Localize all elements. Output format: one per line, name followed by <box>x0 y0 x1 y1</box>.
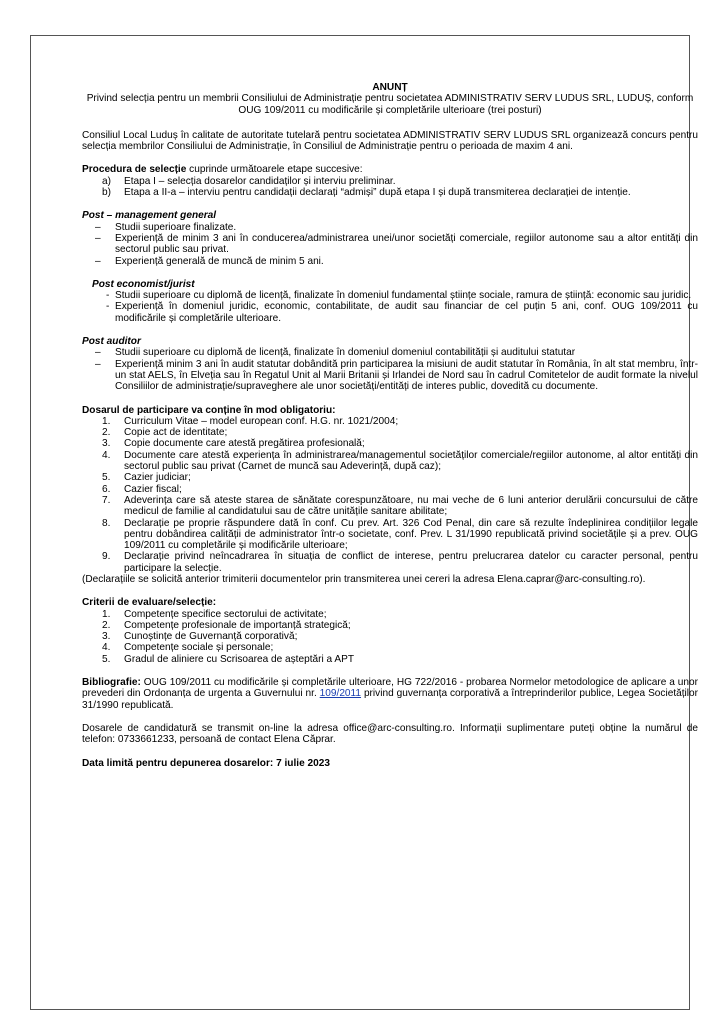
item-number: 2. <box>102 427 111 439</box>
announcement <box>82 82 698 769</box>
criteria-list <box>82 609 698 665</box>
item-text: Adeverința care să ateste starea de sănătate corespunzătoare, nu mai veche de 6 luni anterior derulării concursului de către medicul de familie al candidatului sau de către unitățile sanitare abilitate; <box>124 494 698 518</box>
item-number: 4. <box>102 449 111 461</box>
announcement-title: ANUNȚ <box>372 82 408 93</box>
post-economist-requirements <box>82 290 698 324</box>
item-number: 5. <box>102 472 111 484</box>
list-item <box>82 427 698 438</box>
item-text: Cunoștințe de Guvernanță corporativă; <box>124 631 298 643</box>
requirement-text: Experiență minim 3 ani în audit statutar dobândită prin participarea la misiuni de audit statutar în România, în alt stat membru, într-un stat AELS, în Elveția sau în Regatul Unit al Marii Britanii și Irlandei de Nord sau în cadrul Comitetelor de audit formate la nivelul Consiliilor de administrație/supraveghere ale unor societăți/entități de interes public, dovedită cu documente. <box>115 358 698 393</box>
requirement-text: Experiență de minim 3 ani în conducerea/administrarea unei/unor societăți comerciale, regiilor autonome sau a altor entități din sectorul public sau privat. <box>115 232 698 256</box>
list-item <box>82 495 698 518</box>
dossier-list <box>82 416 698 574</box>
list-item <box>82 416 698 427</box>
procedure-steps <box>82 176 698 199</box>
list-item <box>82 642 698 653</box>
item-text: Declarație privind neîncadrarea în situația de conflict de interese, pentru prelucrarea datelor cu caracter personal, pentru participare la selecție. <box>124 551 698 574</box>
list-item <box>82 654 698 665</box>
list-item <box>82 518 698 552</box>
bullet-marker: – <box>95 232 101 244</box>
step-marker: b) <box>102 187 111 199</box>
list-item <box>82 609 698 620</box>
item-number: 6. <box>102 483 111 495</box>
procedure-text: cuprinde următoarele etape succesive: <box>186 164 363 176</box>
item-text: Declarație pe proprie răspundere dată în conf. Cu prev. Art. 326 Cod Penal, din care să rezulte îndeplinirea condițiilor legale pentru dobândirea calității de administrator într-o societate, conf. Prev. L 31/1990 republicată privind societățile și a prev. OUG 109/2011 cu completările și modificările ulterioare; <box>124 517 698 552</box>
step-text: Etapa a II-a – interviu pentru candidații declarați “admiși” după etapa I și după transmiterea declarației de intenție. <box>124 187 631 199</box>
bullet-marker: – <box>95 255 101 267</box>
item-text: Cazier judiciar; <box>124 472 191 484</box>
list-item <box>82 472 698 483</box>
post-heading-management: Post – management general <box>82 210 217 222</box>
dossier-heading: Dosarul de participare va conține în mod obligatoriu: <box>82 404 336 416</box>
item-text: Competențe specifice sectorului de activitate; <box>124 608 327 620</box>
requirement-item <box>82 301 698 324</box>
item-text: Cazier fiscal; <box>124 483 182 495</box>
post-management-requirements <box>82 222 698 267</box>
item-text: Curriculum Vitae – model european conf. H.G. nr. 1021/2004; <box>124 415 399 427</box>
item-text: Copie act de identitate; <box>124 427 228 439</box>
procedure-step <box>82 187 698 198</box>
bullet-marker: – <box>95 221 101 233</box>
list-item <box>82 438 698 449</box>
item-text: Documente care atestă experiența în administrarea/managementul societăților comerciale/regiilor autonome, al altor entități din sectorul public sau privat (Carnet de muncă sau Adeverință, după caz); <box>124 449 698 473</box>
requirement-item <box>82 233 698 256</box>
post-heading-economist: Post economist/jurist <box>92 278 195 290</box>
deadline: Data limită pentru depunerea dosarelor: 7 iulie 2023 <box>82 757 330 769</box>
announcement-subtitle: Privind selecția pentru un membrii Consiliului de Administrație pentru societatea ADMINISTRATIV SERV LUDUS SRL, LUDUȘ, conform OUG 109/2011 cu modificările și completările ulterioare (trei posturi) <box>86 93 694 116</box>
requirement-text: Studii superioare cu diplomă de licență, finalizate în domeniul fundamental științe sociale, ramura de știință: economic sau juridic. <box>115 290 692 302</box>
step-marker: a) <box>102 175 111 187</box>
list-item <box>82 631 698 642</box>
list-item <box>82 620 698 631</box>
requirement-item <box>82 290 698 301</box>
bullet-marker: - <box>106 290 110 302</box>
requirement-item <box>82 222 698 233</box>
intro-paragraph: Consiliul Local Luduș în calitate de autoritate tutelară pentru societatea ADMINISTRATIV SERV LUDUS SRL organizează concurs pentru selecția membrilor Consiliului de Administrație, în Consiliul de Administrație pentru o perioada de maxim 4 ani. <box>82 129 698 153</box>
item-number: 1. <box>102 415 111 427</box>
bullet-marker: – <box>95 347 101 359</box>
item-number: 9. <box>102 551 111 563</box>
procedure-step <box>82 176 698 187</box>
ordinance-link[interactable]: 109/2011 <box>319 688 362 700</box>
list-item <box>82 450 698 473</box>
bibliography-paragraph <box>82 677 698 711</box>
item-number: 7. <box>102 494 111 506</box>
step-text: Etapa I – selecția dosarelor candidaților și interviu preliminar. <box>124 175 396 187</box>
bibliography-text: OUG 109/2011 cu modificările și completările ulterioare, HG 722/2016 - probarea Normelor metodologice de aplicare a unor prevederi din Ordonanța de urgenta a Guvernului nr. <box>82 677 698 700</box>
dossier-note: (Declarațiile se solicită anterior trimiterii documentelor prin transmiterea unei cereri la adresa Elena.caprar@arc-consulting.ro). <box>82 573 646 585</box>
requirement-item <box>82 347 698 358</box>
item-number: 3. <box>102 438 111 450</box>
item-number: 3. <box>102 631 111 643</box>
item-number: 4. <box>102 642 111 654</box>
item-text: Competențe sociale și personale; <box>124 642 274 654</box>
requirement-text: Studii superioare finalizate. <box>115 221 237 233</box>
list-item <box>82 551 698 574</box>
contact-paragraph: Dosarele de candidatură se transmit on-line la adresa office@arc-consulting.ro. Informații suplimentare puteți obține la numărul de telefon: 0733661233, persoană de contact Elena Căprar. <box>82 722 698 746</box>
requirement-text: Studii superioare cu diplomă de licență, finalizate în domeniul domeniul contabilității și auditului statutar <box>115 347 576 359</box>
criteria-heading: Criterii de evaluare/selecție: <box>82 597 217 609</box>
procedure-paragraph <box>82 164 698 175</box>
item-text: Gradul de aliniere cu Scrisoarea de așteptări a APT <box>124 653 355 665</box>
bibliography-label: Bibliografie: <box>82 677 141 689</box>
post-auditor-requirements <box>82 347 698 392</box>
item-number: 8. <box>102 517 111 529</box>
post-heading-auditor: Post auditor <box>82 336 141 348</box>
requirement-text: Experiență în domeniul juridic, economic, contabilitate, de audit sau financiar de cel puțin 5 ani, conf. OUG 109/2011 cu modificările și completările ulterioare. <box>115 301 698 324</box>
item-number: 2. <box>102 619 111 631</box>
requirement-item <box>82 359 698 393</box>
item-text: Copie documente care atestă pregătirea profesională; <box>124 438 365 450</box>
requirement-text: Experiență generală de muncă de minim 5 ani. <box>115 255 324 267</box>
bullet-marker: - <box>106 301 110 313</box>
requirement-item <box>82 256 698 267</box>
procedure-label: Procedura de selecție <box>82 164 187 176</box>
item-number: 1. <box>102 608 111 620</box>
item-text: Competențe profesionale de importanță strategică; <box>124 619 351 631</box>
bullet-marker: – <box>95 358 101 370</box>
list-item <box>82 484 698 495</box>
bibliography-text-end: privind guvernanța corporativă a întreprinderilor publice, Legea Societăților 31/1990 republicată. <box>82 688 698 711</box>
item-number: 5. <box>102 653 111 665</box>
